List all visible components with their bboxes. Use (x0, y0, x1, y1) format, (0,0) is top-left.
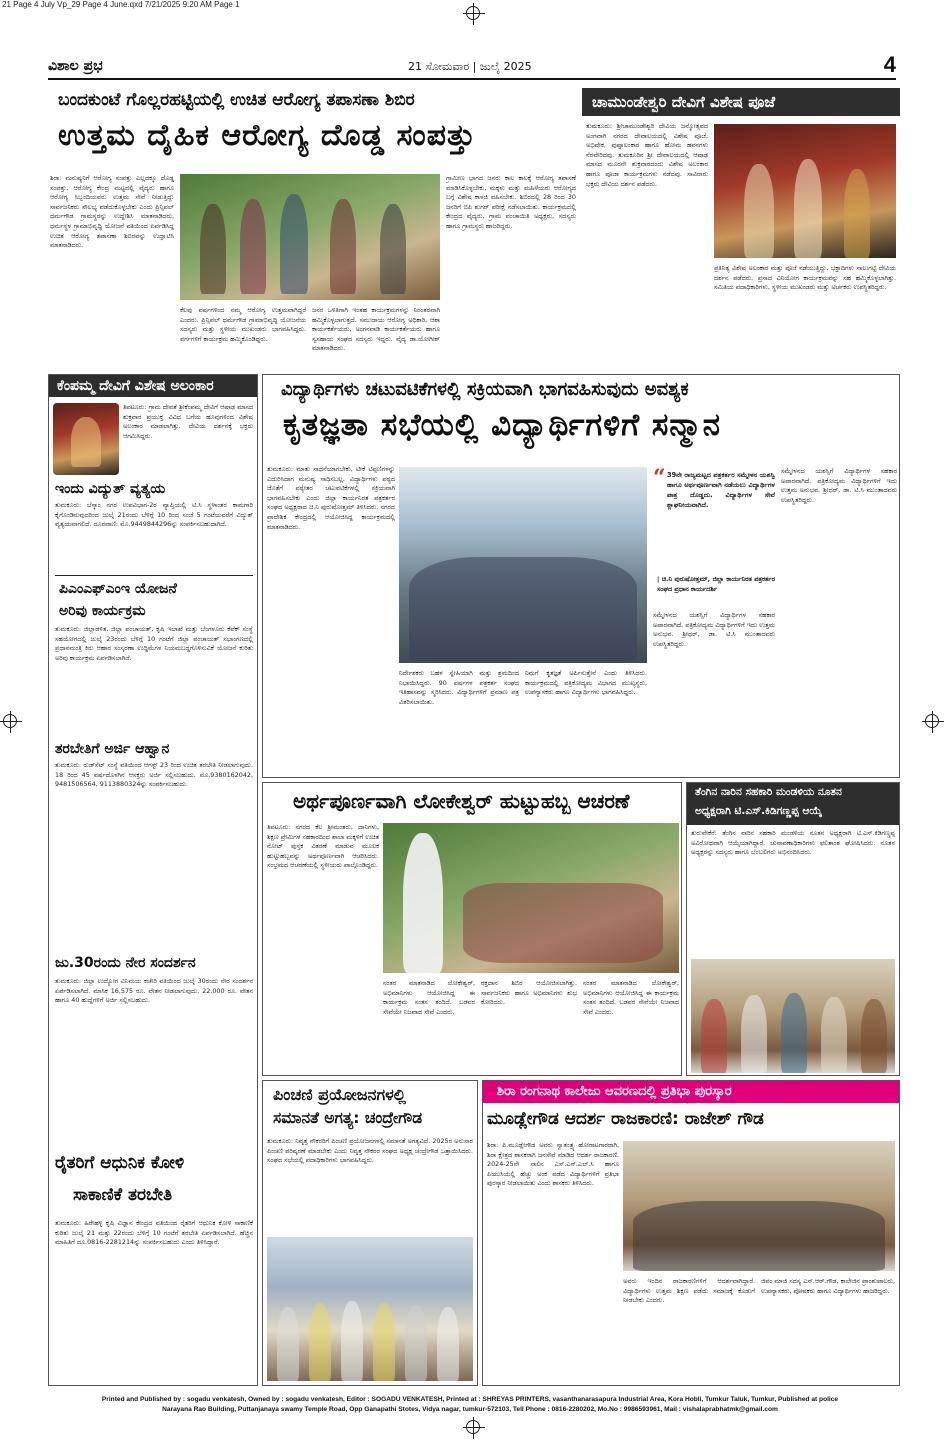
story-headline: ಸಮಾನತೆ ಅಗತ್ಯ: ಚಂದ್ರೇಗೌಡ (273, 1109, 423, 1127)
brief-headline: ತರಬೇತಿಗೆ ಅರ್ಜಿ ಆಹ್ವಾನ (55, 741, 170, 757)
story-kicker: ವಿದ್ಯಾರ್ಥಿಗಳು ಚಟುವಟಿಕೆಗಳಲ್ಲಿ ಸಕ್ರಿಯವಾಗಿ ಭಾಗವಹಿಸುವುದು ಅವಶ್ಯಕ (281, 379, 689, 400)
brief-text: ತುಮಕೂರು: ಜಿಲ್ಲಾ ಉದ್ಯೋಗ ವಿನಿಮಯ ಕಚೇರಿ ವತಿಯಿಂದ ಜುಲೈ 30ರಂದು ನೇರ ಸಂದರ್ಶನ ಏರ್ಪಡಿಸಲಾಗಿದೆ. ಮಾಸಿಕ 16,575 ರೂ. ವೇತನ ನೀಡಲಾಗುವುದು. 22,000 ರೂ. ವೇತನ ಹಾಗೂ 40 ಹುದ್ದೆಗಳಿಗೆ ಅರ್ಜಿ ಸಲ್ಲಿಸಬಹುದು. (55, 977, 253, 1005)
pull-quote-text: 39ನೇ ರಾಜ್ಯಮಟ್ಟದ ಪತ್ರಕರ್ತರ ಸಮ್ಮೇಳನ ಯಶಸ್ವಿ ಹಾಗೂ ಅರ್ಥಪೂರ್ಣವಾಗಿ ನಡೆಯಲು ವಿದ್ಯಾರ್ಥಿಗಳ ಪಾತ್ರ ದೊಡ್ಡದು. ವಿದ್ಯಾರ್ಥಿಗಳ ಸೇವೆ ಶ್ಲಾಘನೀಯವಾಗಿದೆ. (667, 471, 775, 509)
story-chamundeshwari (582, 84, 900, 366)
masthead-logo: ವಿಶಾಲ ಪ್ರಭ (48, 58, 103, 74)
story-column: ತುಮಕೂರು: ಶ್ರೀಚಾಮುಂಡೇಶ್ವರಿ ದೇವಿಯ ಜನ್ಮೋತ್ಸವದ ಅಂಗವಾಗಿ ನಗರದ ದೇವಾಲಯದಲ್ಲಿ ವಿಶೇಷ ಪೂಜೆ, ಅಭಿಷೇಕ, ಪುಷ್ಪಾಲಂಕಾರ ಹಾಗೂ ಹೋಮ ಹವನಗಳು ನೆರವೇರಿದವು. ತುಮಕೂರಿನ ಶ್ರೀ ದೇವಾಲಯದಲ್ಲಿ ಆಷಾಢ ಮಾಸದ ಮೂರನೇ ಶುಕ್ರವಾರದಂದು ವಿಶೇಷ ಅಲಂಕಾರ ಹಾಗೂ ಪೂಜಾ ಕಾರ್ಯಕ್ರಮಗಳು ನಡೆದವು. ಸಾವಿರಾರು ಭಕ್ತರು ದೇವಿಯ ದರ್ಶನ ಪಡೆದರು. (586, 122, 708, 188)
story-column: ಪ್ರತಿನಿತ್ಯ ವಿಶೇಷ ಅಲಂಕಾರ ಮತ್ತು ಪೂಜೆ ನಡೆಯುತ್ತಿದ್ದು, ಭಕ್ತಾದಿಗಳು ಸಾಲುಗಟ್ಟಿ ದೇವಿಯ ದರ್ಶನ ಪಡೆದರು. ಪ್ರಸಾದ ವಿನಿಯೋಗ ಕಾರ್ಯಕ್ರಮವನ್ನು ಸಹ ಹಮ್ಮಿಕೊಳ್ಳಲಾಗಿತ್ತು. ಸಮಿತಿಯ ಪದಾಧಿಕಾರಿಗಳು, ಸ್ಥಳೀಯ ಮುಖಂಡರು ಮತ್ತು ಅರ್ಚಕರು ಉಪಸ್ಥಿತರಿದ್ದರು. (714, 264, 896, 292)
story-birthday (262, 782, 682, 1076)
goddess-photo (53, 403, 119, 475)
story-column: ಜಿಪಂ ಮಾಜಿ ಸದಸ್ಯ ಎಸ್.ಆರ್.ಗೌಡ, ಕಾಲೇಜಿನ ಪ್ರಾಂಶುಪಾಲರು, ಉಪನ್ಯಾಸಕರು, ಪೋಷಕರು ಹಾಗೂ ವಿದ್ಯಾರ್ಥಿಗಳು ಹಾಜರಿದ್ದರು. (761, 1277, 895, 1295)
masthead (48, 52, 896, 80)
students-group-photo (399, 467, 647, 663)
story-text: ತುರುವೇಕೆರೆ: ತೆಂಗಿನ ನಾರಿನ ಸಹಕಾರಿ ಮಂಡಳಿಯ ನೂತನ ಅಧ್ಯಕ್ಷರಾಗಿ ಟಿ.ಎಸ್.ಕಿಡಿಗಣ್ಣಪ್ಪ ಅವಿರೋಧವಾಗಿ ಆಯ್ಕೆಯಾಗಿದ್ದಾರೆ. ಚುನಾವಣಾಧಿಕಾರಿಗಳು ಫಲಿತಾಂಶ ಘೋಷಿಸಿದರು. ನೂತನ ಅಧ್ಯಕ್ಷರನ್ನು ಸದಸ್ಯರು ಹಾಗೂ ಬೆಂಬಲಿಗರು ಅಭಿನಂದಿಸಿದರು. (691, 829, 895, 857)
story-column: ಶಿರಾ: ಪಿ.ಮೂಡ್ಲೇಗೌಡ ಅವರು ಸ್ವಾತಂತ್ರ್ಯ ಹೋರಾಟಗಾರರಾಗಿ, ಶಿರಾ ಕ್ಷೇತ್ರದ ಶಾಸಕರಾಗಿ ಜನಸೇವೆ ಮಾಡಿದ ಆದರ್ಶ ರಾಜಕಾರಣಿ. 2024-25ನೇ ಸಾಲಿನ ಎಸ್.ಎಸ್.ಎಲ್.ಸಿ ಹಾಗೂ ಪಿಯುಸಿಯಲ್ಲಿ ಹೆಚ್ಚು ಅಂಕ ಪಡೆದ ವಿದ್ಯಾರ್ಥಿಗಳಿಗೆ ಪ್ರತಿಭಾ ಪುರಸ್ಕಾರ ನೀಡಲಾಯಿತು ಎಂದು ಶಾಸಕರು ತಿಳಿಸಿದರು. (487, 1141, 619, 1188)
registration-mark-icon (466, 6, 480, 20)
brief-headline: ರೈತರಿಗೆ ಆಧುನಿಕ ಕೋಳಿ (55, 1153, 185, 1173)
print-slug: 21 Page 4 July Vp_29 Page 4 June.qxd 7/21/2025 9:20 AM Page 1 (2, 0, 240, 9)
quote-mark-icon: “ (653, 465, 666, 491)
health-camp-photo (180, 174, 440, 300)
story-headline: ಮೂಡ್ಲೇಗೌಡ ಆದರ್ಶ ರಾಜಕಾರಣಿ: ರಾಜೇಶ್ ಗೌಡ (487, 1109, 764, 1129)
brief-headline: ಜು.30ರಂದು ನೇರ ಸಂದರ್ಶನ (55, 955, 196, 971)
masthead-date: 21 ಸೋಮವಾರ | ಜುಲೈ 2025 (408, 60, 532, 73)
brief-text: ತುಮಕೂರು: ರುಡ್‌ಸೆಟ್ ಸಂಸ್ಥೆ ವತಿಯಿಂದ ಆಗಸ್ಟ್ 23 ರಿಂದ ಉಚಿತ ತರಬೇತಿ ನೀಡಲಾಗುವುದು. 18 ರಿಂದ 45 ವರ್ಷದೊಳಗಿನ ಆಸಕ್ತರು ಅರ್ಜಿ ಸಲ್ಲಿಸಬಹುದು. ಮೊ.9380162042, 9481506564, 9113880324ನ್ನು ಸಂಪರ್ಕಿಸಬಹುದು. (55, 761, 253, 789)
story-column: ಅವರು ಇಂದಿನ ರಾಜಕಾರಣಿಗಳಿಗೆ ಆದರ್ಶವಾಗಿದ್ದಾರೆ. ವಿದ್ಯಾರ್ಥಿಗಳು ಉತ್ತಮ ಶಿಕ್ಷಣ ಪಡೆದು ಸಮಾಜಕ್ಕೆ ಕೊಡುಗೆ ನೀಡಬೇಕು ಎಂದರು. (623, 1277, 755, 1305)
story-column: ನಂತರ ಮಾತನಾಡಿದ ಲೋಕೇಶ್ವರ್, ಅಭಿಮಾನಿಗಳು ಆಯೋಜಿಸಿದ್ದ ಈ ಕಾರ್ಯಕ್ರಮ ಸಂತಸ ತಂದಿದೆ. ಬಡವರ ಸೇವೆಯೇ ನಿಜವಾದ ಸೇವೆ ಎಂದರು. (583, 979, 679, 1016)
brief-headline: ಕೆಂಪಮ್ಮ ದೇವಿಗೆ ವಿಶೇಷ ಅಲಂಕಾರ (49, 375, 257, 397)
imprint-footer (40, 1395, 900, 1415)
brief-headline: ಸಾಕಾಣಿಕೆ ತರಬೇತಿ (73, 1185, 173, 1205)
story-column: ಕೆಲವು ವರ್ಷಗಳಿಂದ ನಮ್ಮ ಆರೋಗ್ಯ ಉತ್ತಮವಾಗಿದ್ದರೆ ಎಂದರು. ಪ್ರಿನ್ಸಿಪಲ್ ಧರ್ಮಗೌಡ ಗ್ರಾಮಾಭಿವೃದ್ಧಿ ಯೋಜನೆಯ ಸದಸ್ಯರು ಮತ್ತು ಸ್ಥಳೀಯ ಮುಖಂಡರು ಭಾಗವಹಿಸಿದ್ದರು. ವರ್ಗಗಳಿಗೆ ಕಾರ್ಯಕ್ರಮ ಹಮ್ಮಿಕೊಂಡಿದ್ದರು. (180, 306, 306, 343)
story-column: ಜನರ ಒಳಿತಿಗಾಗಿ ಇಂತಹ ಕಾರ್ಯಕ್ರಮಗಳನ್ನು ನಿರಂತರವಾಗಿ ಹಮ್ಮಿಕೊಳ್ಳಲಾಗುತ್ತದೆ. ಸಮುದಾಯ ಆರೋಗ್ಯ ಅಧಿಕಾರಿ, ಆಶಾ ಕಾರ್ಯಕರ್ತೆಯರು, ಅಂಗನವಾಡಿ ಕಾರ್ಯಕರ್ತೆಯರು ಹಾಗೂ ಸ್ವಸಹಾಯ ಸಂಘದ ಸದಸ್ಯರು ಇದ್ದರು. ವೈದ್ಯ ಡಾ.ಯೋಗೀಶ್ ಮಾತನಾಡಿದರು. (312, 306, 440, 353)
story-column: ಗ್ರಾಮೀಣ ಭಾಗದ ಜನರು ಕಾಲ ಕಾಲಕ್ಕೆ ಆರೋಗ್ಯ ತಪಾಸಣೆ ಮಾಡಿಸಿಕೊಳ್ಳಬೇಕು, ಮಕ್ಕಳು ಮತ್ತು ಮಹಿಳೆಯರು ಆರೋಗ್ಯದ ಬಗ್ಗೆ ವಿಶೇಷ ಕಾಳಜಿ ವಹಿಸಬೇಕು. ಶಿಬಿರದಲ್ಲಿ 28 ರಿಂದ 30 ಜನರಿಗೆ ಬಿಪಿ ಶುಗರ್ ಪರೀಕ್ಷೆ ನಡೆಸಲಾಯಿತು. ಕಾರ್ಯಕ್ರಮದಲ್ಲಿ ಕೇಂದ್ರದ ವೈದ್ಯರು, ಗ್ರಾಮ ಪಂಚಾಯಿತಿ ಅಧ್ಯಕ್ಷರು, ಸದಸ್ಯರು ಹಾಗೂ ಗ್ರಾಮಸ್ಥರು ಹಾಜರಿದ್ದರು. (446, 174, 576, 231)
story-column: ಶಿರಾ: ಮನುಷ್ಯನಿಗೆ ಆರೋಗ್ಯ ಸಂಪತ್ತು ಎಲ್ಲದಕ್ಕೂ ದೊಡ್ಡ ಸಂಪತ್ತು, ಆರೋಗ್ಯ ಕೇಂದ್ರ ಮಟ್ಟದಲ್ಲಿ ವೈದ್ಯರು ಹಾಗೂ ಆರೋಗ್ಯ ಸಿಬ್ಬಂದಿಯವರು ಉತ್ತಮ ಸೇವೆ ನೀಡುತ್ತಿದ್ದು ಸಾರ್ವಜನಿಕರು ಸೌಲಭ್ಯ ಪಡೆದುಕೊಳ್ಳಬೇಕು ಎಂದು ಪ್ರಿನ್ಸಿಪಲ್ ಧರ್ಮಗೌಡ ಗ್ರಾಮಸ್ಥರನ್ನು ಉದ್ದೇಶಿಸಿ ಮಾತನಾಡಿದರು. ಧರ್ಮಸ್ಥಳ ಗ್ರಾಮಾಭಿವೃದ್ಧಿ ಯೋಜನೆ ವತಿಯಿಂದ ಏರ್ಪಡಿಸಿದ್ದ ಉಚಿತ ಆರೋಗ್ಯ ತಪಾಸಣಾ ಶಿಬಿರವನ್ನು ಉದ್ಘಾಟಿಸಿ ಮಾತನಾಡಿದರು. (50, 174, 174, 250)
pull-quote (653, 467, 775, 607)
story-column: ರಕ್ತದಾನ ಶಿಬಿರ ಆಯೋಜಿಸಲಾಗಿತ್ತು. ಸಾರ್ವಜನಿಕರು ಹಾಗೂ ಅಭಿಮಾನಿಗಳು ಶುಭ ಕೋರಿದರು. (481, 979, 577, 1007)
story-health-camp (48, 84, 578, 366)
story-headline: ಕೃತಜ್ಞತಾ ಸಭೆಯಲ್ಲಿ ವಿದ್ಯಾರ್ಥಿಗಳಿಗೆ ಸನ್ಮಾನ (283, 407, 721, 443)
page-number: 4 (883, 52, 896, 77)
coir-board-photo (691, 959, 895, 1073)
story-pratibha-puraskara (482, 1080, 900, 1386)
divider (55, 575, 253, 576)
story-headline: ಅರ್ಥಪೂರ್ಣವಾಗಿ ಲೋಕೇಶ್ವರ್ ಹುಟ್ಟುಹಬ್ಬ ಆಚರಣೆ (293, 789, 630, 813)
story-pension (262, 1080, 478, 1386)
story-coir-board (686, 782, 900, 1076)
story-banner (687, 783, 899, 825)
pull-quote-attribution: | ಚಿ.ನಿ ಪುರುಷೋತ್ತಮ್, ಜಿಲ್ಲಾ ಕಾರ್ಯನಿರತ ಪತ್ರಕರ್ತರ ಸಂಘದ ಪ್ರಧಾನ ಕಾರ್ಯದರ್ಶಿ (657, 575, 775, 593)
registration-mark-icon (3, 714, 17, 728)
story-column: ತುಮಕೂರು: ಮಾತು ಸಾಧನೆಯಾಗಬೇಕು, ಟೀಕೆ ಟಿಪ್ಪಣಿಗಳನ್ನು ಎದುರಿಸಿದಾಗ ಮನುಷ್ಯ ಸಾಧಿಸಬಲ್ಲ. ವಿದ್ಯಾರ್ಥಿಗಳು ಪಠ್ಯದ ಜೊತೆಗೆ ಪಠ್ಯೇತರ ಚಟುವಟಿಕೆಗಳಲ್ಲಿ ಸಕ್ರಿಯವಾಗಿ ಭಾಗವಹಿಸಬೇಕು ಎಂದು ಜಿಲ್ಲಾ ಕಾರ್ಯನಿರತ ಪತ್ರಕರ್ತರ ಸಂಘದ ಅಧ್ಯಕ್ಷರಾದ ಚಿ.ನಿ ಪುರುಷೋತ್ತಮ್ ತಿಳಿಸಿದರು. ನಗರದ ಪ್ರಾದೇಶಿಕ ಕೇಂದ್ರದಲ್ಲಿ ಆಯೋಜಿಸಿದ್ದ ಕಾರ್ಯಕ್ರಮದಲ್ಲಿ ಮಾತನಾಡಿದರು. (267, 465, 395, 531)
award-ceremony-photo (623, 1141, 895, 1271)
registration-mark-icon (466, 1420, 480, 1434)
birthday-event-photo (383, 823, 679, 973)
story-headline: ತೆಂಗಿನ ನಾರಿನ ಸಹಕಾರಿ ಮಂಡಳಿಯ ನೂತನ (695, 786, 842, 798)
brief-text: ತಿಪಟೂರು: ಗ್ರಾಮ ದೇವತೆ ಶ್ರೀಕೆಂಪಮ್ಮ ದೇವಿಗೆ ಆಷಾಢ ಮಾಸದ ಶುಕ್ರವಾರ ಪ್ರಯುಕ್ತ ವಿವಿಧ ಬಗೆಯ ಹೂವುಗಳಿಂದ ವಿಶೇಷ ಅಲಂಕಾರ ಮಾಡಲಾಗಿತ್ತು. ದೇವಿಯ ದರ್ಶನಕ್ಕೆ ಭಕ್ತರು ಆಗಮಿಸಿದ್ದರು. (123, 403, 253, 440)
story-banner (582, 88, 900, 116)
imprint-line: Narayana Rao Building, Puttanjanaya swamy Temple Road, Opp Ganapathi Stotes, Vidya nagar, tumkur-572103, Tell Phone : 0816-2280202, Mo.No : 9986593961, Mail : vishalaprabhatmk@gmail.com (162, 1405, 778, 1413)
brief-subheadline: ಅರಿವು ಕಾರ್ಯಕ್ರಮ (59, 603, 146, 619)
story-banner (483, 1081, 899, 1103)
story-felicitation (262, 374, 900, 778)
story-column: ತಿಪಟೂರು: ನಗರದ ಕೆಲ ಶ್ರೀಮಂತರು, ದಾನಿಗಳು, ಶಿಕ್ಷಣ ಪ್ರೇಮಿಗಳ ಸಹಕಾರದಿಂದ ಶಾಲಾ ಮಕ್ಕಳಿಗೆ ಉಚಿತ ನೋಟ್ ಪುಸ್ತಕ ವಿತರಣೆ ಮಾಡುವ ಮೂಲಕ ಹುಟ್ಟುಹಬ್ಬವನ್ನು ಅರ್ಥಪೂರ್ಣವಾಗಿ ಆಚರಿಸಿದರು. ಸಂಭ್ರಮದ ಆಚರಣೆಯಲ್ಲಿ ಸ್ಥಳೀಯರು ಪಾಲ್ಗೊಂಡಿದ್ದರು. (267, 823, 379, 870)
imprint-line: Printed and Published by : sogadu venkatesh, Owned by : sogadu venkatesh, Editor : SOGADU VENKATESH, Printed at : SHREYAS PRINTERS, vasanthanarasapura Industrial Area, Kora Hobli, Tumkur Taluk, Tumkur, Published at police (101, 1396, 839, 1403)
brief-headline: ಪಿಎಂಎಫ್‌ಎಂಇ ಯೋಜನೆ (59, 581, 177, 597)
story-column: ಸಮ್ಮೇಳನದ ಯಶಸ್ಸಿಗೆ ವಿದ್ಯಾರ್ಥಿಗಳ ಸಹಕಾರ ಅಪಾರವಾಗಿದೆ. ಪತ್ರಿಕೋದ್ಯಮ ವಿದ್ಯಾರ್ಥಿಗಳಿಗೆ ಇದು ಉತ್ತಮ ಅನುಭವ. ಶ್ರೀಧರ್, ಡಾ. ಟಿ.ಸಿ ಮುಂತಾದವರು ಉಪಸ್ಥಿತರಿದ್ದರು. (653, 611, 775, 648)
story-headline: ಉತ್ತಮ ದೈಹಿಕ ಆರೋಗ್ಯ ದೊಡ್ಡ ಸಂಪತ್ತು (58, 118, 476, 153)
story-column: ನಿರ್ದೇಶಕರು ಬಹಳ ಸ್ನೇಹಿಯಾಗಿ ಮತ್ತು ಶ್ರಮದಿಂದ ನಿಭಾಯಿಸಿದ್ದರು. 90 ವರ್ಷಗಳ ಪತ್ರಕರ್ತ ಸಂಘದ ಇತಿಹಾಸವನ್ನು ಸ್ಮರಿಸಿದರು. ವಿದ್ಯಾರ್ಥಿಗಳಿಗೆ ಪ್ರಮಾಣ ಪತ್ರ ವಿತರಿಸಲಾಯಿತು. (399, 669, 519, 706)
temple-pooja-photo (714, 124, 896, 258)
brief-text: ತುಮಕೂರು: ಹಿರೇಹಳ್ಳಿ ಕೃಷಿ ವಿಜ್ಞಾನ ಕೇಂದ್ರದ ವತಿಯಿಂದ ರೈತರಿಗೆ ಆಧುನಿಕ ಕೋಳಿ ಸಾಕಾಣಿಕೆ ಕುರಿತು ಜುಲೈ 21 ಮತ್ತು 22ರಂದು ಬೆಳಿಗ್ಗೆ 10 ಗಂಟೆಗೆ ತರಬೇತಿ ಏರ್ಪಡಿಸಲಾಗಿದೆ. ಹೆಚ್ಚಿನ ಮಾಹಿತಿಗೆ ದೂ.0816-2281214ನ್ನು ಸಂಪರ್ಕಿಸಬಹುದು ಎಂದು ತಿಳಿಸಿದ್ದಾರೆ. (55, 1219, 253, 1247)
story-kicker: ಪಿಂಚಣಿ ಪ್ರಯೋಜನಗಳಲ್ಲಿ (273, 1085, 406, 1104)
story-headline: ಚಾಮುಂಡೇಶ್ವರಿ ದೇವಿಗೆ ವಿಶೇಷ ಪೂಜೆ (592, 93, 776, 111)
story-kicker: ಬಂದಕುಂಟೆ ಗೊಲ್ಲರಹಟ್ಟಿಯಲ್ಲಿ ಉಚಿತ ಆರೋಗ್ಯ ತಪಾಸಣಾ ಶಿಬಿರ (58, 90, 415, 110)
story-column: ಸಮ್ಮೇಳನದ ಯಶಸ್ಸಿಗೆ ವಿದ್ಯಾರ್ಥಿಗಳ ಸಹಕಾರ ಅಪಾರವಾಗಿದೆ. ಪತ್ರಿಕೋದ್ಯಮ ವಿದ್ಯಾರ್ಥಿಗಳಿಗೆ ಇದು ಉತ್ತಮ ಅನುಭವ. ಶ್ರೀಧರ್, ಡಾ. ಟಿ.ಸಿ ಮುಂತಾದವರು ಉಪಸ್ಥಿತರಿದ್ದರು. (781, 467, 897, 504)
sidebar-briefs (48, 374, 258, 1386)
story-column: ನಿಮಗೆ ಕೃತಜ್ಞತೆ ಅರ್ಪಿಸುತ್ತೇನೆ ಎಂದು ತಿಳಿಸಿದರು. ಕಾರ್ಯಕ್ರಮದಲ್ಲಿ ಪತ್ರಿಕೋದ್ಯಮ ವಿಭಾಗದ ಮುಖ್ಯಸ್ಥರು, ಉಪನ್ಯಾಸಕರು ಹಾಗೂ ವಿದ್ಯಾರ್ಥಿಗಳು ಭಾಗವಹಿಸಿದ್ದರು. (525, 669, 647, 697)
story-column: ನಂತರ ಮಾತನಾಡಿದ ಲೋಕೇಶ್ವರ್, ಅಭಿಮಾನಿಗಳು ಆಯೋಜಿಸಿದ್ದ ಈ ಕಾರ್ಯಕ್ರಮ ಸಂತಸ ತಂದಿದೆ. ಬಡವರ ಸೇವೆಯೇ ನಿಜವಾದ ಸೇವೆ ಎಂದರು. (383, 979, 475, 1016)
registration-mark-icon (925, 714, 939, 728)
story-headline: ಅಧ್ಯಕ್ಷರಾಗಿ ಟಿ.ಎಸ್.ಕಿಡಿಗಣ್ಣಪ್ಪ ಆಯ್ಕೆ (695, 805, 822, 817)
brief-text: ತುಮಕೂರು: ಬೆಸ್ಕಾಂ ನಗರ ಉಪವಿಭಾಗ-2ರ ವ್ಯಾಪ್ತಿಯಲ್ಲಿ ಟಿ.ಸಿ ಸ್ಥಳಾಂತರ ಕಾಮಗಾರಿ ಕೈಗೊಂಡಿರುವುದರಿಂದ ಜುಲೈ 21ರಂದು ಬೆಳಿಗ್ಗೆ 10 ರಿಂದ ಸಂಜೆ 5 ಗಂಟೆಯವರೆಗೆ ವಿದ್ಯುತ್ ವ್ಯತ್ಯಯವಾಗಲಿದೆ. ದೂರವಾಣಿ: ಮೊ.9449844296ನ್ನು ಸಂಪರ್ಕಿಸಬಹುದಾಗಿದೆ. (55, 501, 253, 529)
brief-headline: ಇಂದು ವಿದ್ಯುತ್ ವ್ಯತ್ಯಯ (55, 481, 166, 497)
pension-meeting-photo (267, 1237, 473, 1381)
brief-text: ತುಮಕೂರು: ಜಿಲ್ಲಾಡಳಿತ, ಜಿಲ್ಲಾ ಪಂಚಾಯತ್, ಕೃಷಿ ಇಲಾಖೆ ಮತ್ತು ಬೆಂಗಳೂರು ಕೆಪೆಕ್ ಸಂಸ್ಥೆ ಸಹಯೋಗದಲ್ಲಿ ಜುಲೈ 23ರಂದು ಬೆಳಿಗ್ಗೆ 10 ಗಂಟೆಗೆ ಜಿಲ್ಲಾ ಪಂಚಾಯತ್ ಸಭಾಂಗಣದಲ್ಲಿ ಪ್ರಧಾನಮಂತ್ರಿ ಕಿರು ಆಹಾರ ಸಂಸ್ಕರಣಾ ಉದ್ದಿಮೆಗಳ ನಿಯಮಬದ್ಧಗೊಳಿಸುವಿಕೆ ಯೋಜನೆ ಕುರಿತು ಅರಿವು ಕಾರ್ಯಕ್ರಮ ಏರ್ಪಡಿಸಲಾಗಿದೆ. (55, 625, 253, 662)
story-banner-text: ಶಿರಾ ರಂಗನಾಥ ಕಾಲೇಜು ಆವರಣದಲ್ಲಿ ಪ್ರತಿಭಾ ಪುರಸ್ಕಾರ (497, 1084, 732, 1099)
story-text: ತುಮಕೂರು: ನಿವೃತ್ತ ನೌಕರರಿಗೆ ಪಿಂಚಣಿ ಪ್ರಯೋಜನಗಳಲ್ಲಿ ಸಮಾನತೆ ಅಗತ್ಯವಿದೆ. 2025ರ ಅನುಸಾರ ಪಿಂಚಣಿ ಪರಿಷ್ಕರಣೆ ಮಾಡಬೇಕು ಎಂದು ನಿವೃತ್ತ ನೌಕರರ ಸಂಘದ ಅಧ್ಯಕ್ಷ ಚಂದ್ರೇಗೌಡ ಒತ್ತಾಯಿಸಿದರು. ಸಂಘದ ಸಭೆಯಲ್ಲಿ ಪದಾಧಿಕಾರಿಗಳು ಭಾಗವಹಿಸಿದ್ದರು. (267, 1137, 473, 1165)
